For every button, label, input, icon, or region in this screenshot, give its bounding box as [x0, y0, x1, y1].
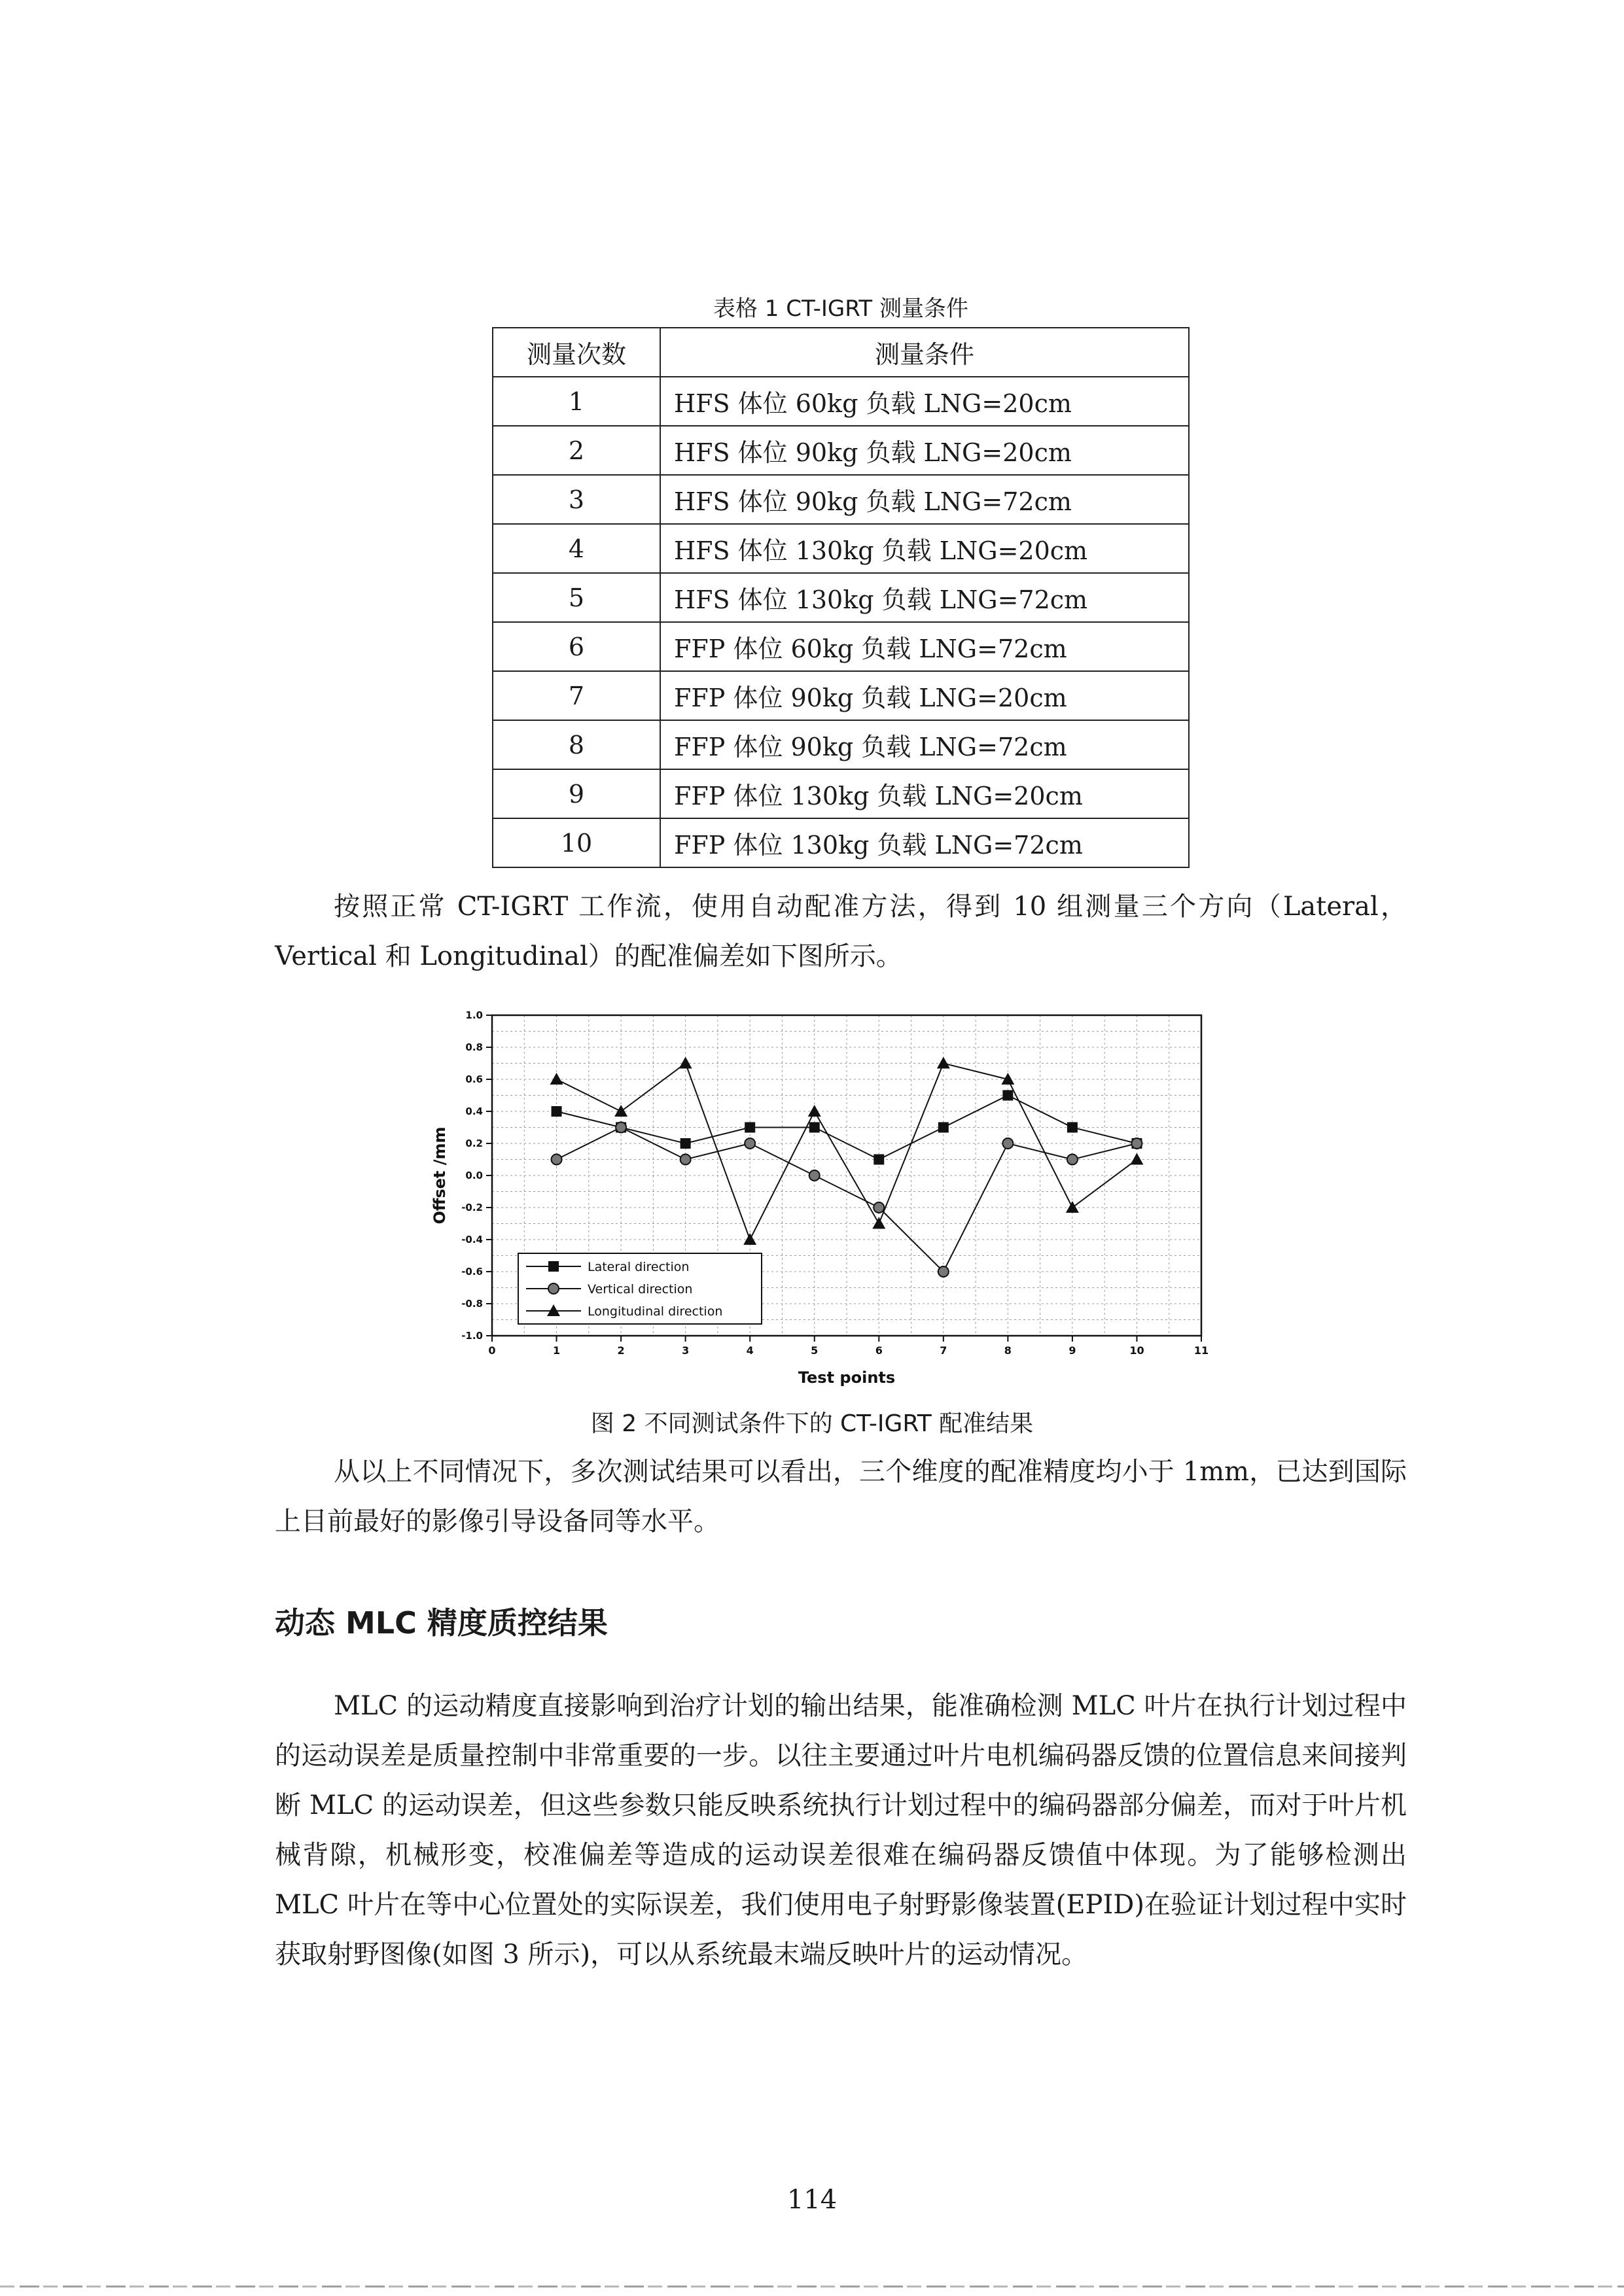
header-conditions: 测量条件 — [660, 328, 1189, 377]
intro-paragraph — [275, 882, 1407, 981]
row-index: 6 — [493, 622, 660, 671]
data-point-circle — [1067, 1155, 1078, 1165]
figure-caption: 图 2 不同测试条件下的 CT-IGRT 配准结果 — [590, 1410, 1034, 1437]
row-condition: HFS 体位 130kg 负载 LNG=20cm — [660, 524, 1189, 573]
row-condition: HFS 体位 130kg 负载 LNG=72cm — [660, 573, 1189, 622]
data-point-triangle — [550, 1073, 563, 1085]
x-axis-label: Test points — [798, 1368, 896, 1387]
x-tick-label: 5 — [811, 1344, 819, 1357]
row-index: 9 — [493, 769, 660, 818]
x-tick-label: 7 — [940, 1344, 947, 1357]
conclusion-text: 从以上不同情况下，多次测试结果可以看出，三个维度的配准精度均小于 1mm，已达到国际上目前最好的影像引导设备同等水平。 — [275, 1457, 1407, 1537]
legend-marker — [548, 1283, 559, 1294]
data-point-triangle — [614, 1105, 627, 1117]
table-row — [493, 622, 1189, 671]
x-tick-label: 3 — [682, 1344, 690, 1357]
row-condition: FFP 体位 90kg 负载 LNG=20cm — [660, 671, 1189, 720]
data-point-triangle — [937, 1057, 950, 1069]
data-point-triangle — [1130, 1153, 1143, 1165]
data-point-square — [1002, 1090, 1013, 1101]
table-row — [493, 524, 1189, 573]
row-index: 5 — [493, 573, 660, 622]
y-tick-label: -0.6 — [461, 1266, 483, 1278]
data-point-triangle — [679, 1057, 692, 1069]
table-row — [493, 671, 1189, 720]
y-tick-label: 0.4 — [465, 1105, 483, 1117]
section-heading: 动态 MLC 精度质控结果 — [275, 1605, 608, 1641]
data-point-circle — [938, 1266, 949, 1277]
table-row — [493, 377, 1189, 426]
data-point-circle — [552, 1155, 562, 1165]
y-tick-label: 0.0 — [465, 1170, 483, 1181]
table-row — [493, 720, 1189, 769]
y-tick-label: 0.6 — [465, 1073, 483, 1085]
y-tick-label: 0.8 — [465, 1041, 483, 1053]
y-tick-label: -0.2 — [461, 1202, 483, 1213]
intro-text: 按照正常 CT-IGRT 工作流，使用自动配准方法，得到 10 组测量三个方向（Lateral，Vertical 和 Longitudinal）的配准偏差如下图所示。 — [275, 892, 1407, 971]
x-tick-label: 9 — [1068, 1344, 1076, 1357]
scan-edge-line — [0, 2286, 1624, 2287]
legend-marker — [548, 1261, 559, 1272]
data-point-square — [745, 1122, 755, 1133]
table-row — [493, 818, 1189, 867]
data-point-circle — [809, 1170, 820, 1181]
y-tick-label: -0.4 — [461, 1234, 483, 1245]
data-point-circle — [1131, 1138, 1142, 1149]
y-tick-label: 0.2 — [465, 1138, 483, 1149]
data-point-circle — [745, 1138, 755, 1149]
data-point-square — [552, 1106, 562, 1117]
body-text: MLC 的运动精度直接影响到治疗计划的输出结果，能准确检测 MLC 叶片在执行计划过程中的运动误差是质量控制中非常重要的一步。以往主要通过叶片电机编码器反馈的位置信息来间接判断 MLC 的运动误差，但这些参数只能反映系统执行计划过程中的编码器部分偏差，而对于叶片机械背隙，机械形变，校准偏差等造成的运动误差很难在编码器反馈值中体现。为了能够检测出 MLC 叶片在等中心位置处的实际误差，我们使用电子射野影像装置(EPID)在验证计划过程中实时获取射野图像(如图 3 所示)，可以从系统最末端反映叶片的运动情况。 — [275, 1691, 1407, 1970]
registration-offset-chart — [419, 988, 1269, 1393]
x-tick-label: 4 — [746, 1344, 754, 1357]
row-index: 3 — [493, 475, 660, 524]
row-condition: FFP 体位 130kg 负载 LNG=20cm — [660, 769, 1189, 818]
row-index: 4 — [493, 524, 660, 573]
x-tick-label: 8 — [1004, 1344, 1012, 1357]
conclusion-paragraph — [275, 1447, 1407, 1546]
row-index: 7 — [493, 671, 660, 720]
row-condition: FFP 体位 130kg 负载 LNG=72cm — [660, 818, 1189, 867]
y-tick-label: -0.8 — [461, 1298, 483, 1310]
row-condition: HFS 体位 60kg 负载 LNG=20cm — [660, 377, 1189, 426]
x-tick-label: 6 — [875, 1344, 883, 1357]
table-caption: 表格 1 CT-IGRT 测量条件 — [713, 296, 968, 322]
table-row — [493, 769, 1189, 818]
data-point-triangle — [872, 1217, 885, 1229]
row-index: 10 — [493, 818, 660, 867]
y-axis-label: Offset /mm — [431, 1126, 449, 1225]
conditions-table — [492, 327, 1190, 868]
legend-entry: Vertical direction — [588, 1282, 693, 1296]
data-point-square — [809, 1122, 820, 1133]
y-tick-label: 1.0 — [465, 1009, 483, 1021]
x-tick-label: 2 — [617, 1344, 625, 1357]
table-row — [493, 475, 1189, 524]
table-row — [493, 426, 1189, 475]
row-index: 2 — [493, 426, 660, 475]
row-condition: FFP 体位 60kg 负载 LNG=72cm — [660, 622, 1189, 671]
data-point-circle — [874, 1202, 884, 1213]
row-condition: HFS 体位 90kg 负载 LNG=20cm — [660, 426, 1189, 475]
x-tick-label: 10 — [1129, 1344, 1144, 1357]
row-condition: HFS 体位 90kg 负载 LNG=72cm — [660, 475, 1189, 524]
data-point-triangle — [743, 1233, 756, 1245]
data-point-triangle — [808, 1105, 821, 1117]
data-point-square — [938, 1122, 949, 1133]
x-tick-label: 11 — [1193, 1344, 1209, 1357]
x-tick-label: 0 — [488, 1344, 496, 1357]
data-point-circle — [1002, 1138, 1013, 1149]
legend-entry: Lateral direction — [588, 1260, 690, 1274]
data-point-square — [680, 1138, 691, 1149]
data-point-circle — [680, 1155, 691, 1165]
body-paragraph — [275, 1681, 1407, 1979]
row-index: 8 — [493, 720, 660, 769]
header-test-count: 测量次数 — [493, 328, 660, 377]
data-point-triangle — [1066, 1201, 1079, 1213]
table-header-row — [493, 328, 1189, 377]
y-tick-label: -1.0 — [461, 1330, 483, 1342]
row-condition: FFP 体位 90kg 负载 LNG=72cm — [660, 720, 1189, 769]
x-tick-label: 1 — [552, 1344, 561, 1357]
legend-entry: Longitudinal direction — [588, 1304, 723, 1319]
row-index: 1 — [493, 377, 660, 426]
data-point-square — [874, 1155, 884, 1165]
page-number: 114 — [786, 2185, 838, 2215]
data-point-circle — [616, 1122, 626, 1133]
data-point-square — [1067, 1122, 1078, 1133]
table-row — [493, 573, 1189, 622]
